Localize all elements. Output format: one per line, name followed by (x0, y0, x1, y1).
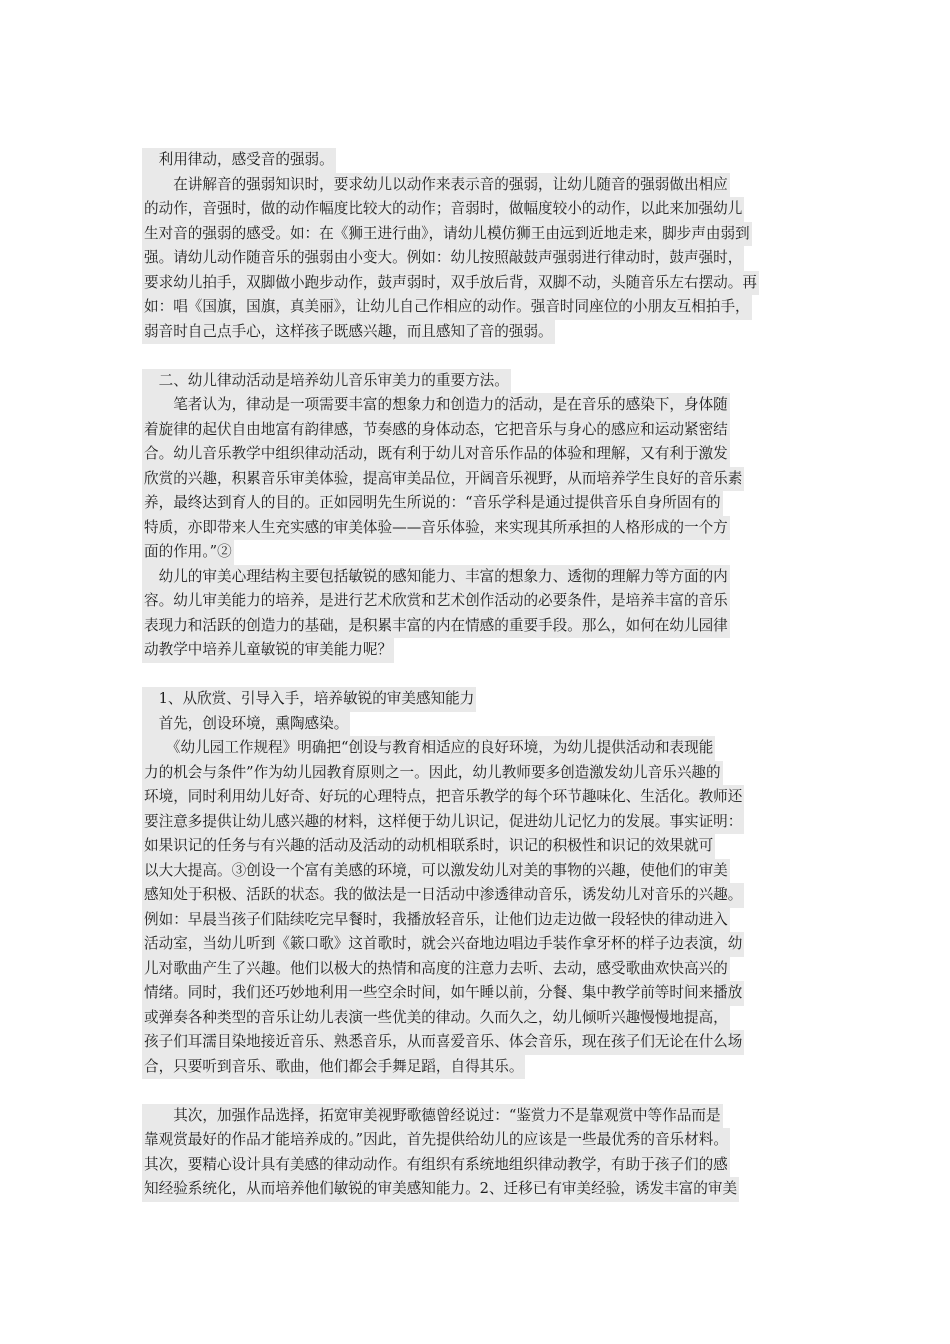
text-line-content: 表现力和活跃的创造力的基础，是积累丰富的内在情感的重要手段。那么，如何在幼儿园律 (142, 614, 730, 639)
text-line (142, 1055, 808, 1080)
text-line (142, 148, 808, 173)
text-line (142, 932, 808, 957)
text-line (142, 785, 808, 810)
text-line (142, 1006, 808, 1031)
text-line-content: 其次，要精心设计具有美感的律动动作。有组织有系统地组织律动教学，有助于孩子们的感 (142, 1153, 730, 1178)
text-line-content: 力的机会与条件”作为幼儿园教育原则之一。因此，幼儿教师要多创造激发幼儿音乐兴趣的 (142, 761, 723, 786)
text-line (142, 222, 808, 247)
text-line-content: 要注意多提供让幼儿感兴趣的材料，这样便于幼儿识记，促进幼儿记忆力的发展。事实证明： (142, 810, 744, 835)
blank-line (142, 344, 808, 369)
text-line (142, 491, 808, 516)
text-line-content: 靠观赏最好的作品才能培养成的。”因此，首先提供给幼儿的应该是一些最优秀的音乐材料。 (142, 1128, 730, 1153)
text-line-content: 笔者认为，律动是一项需要丰富的想象力和创造力的活动，是在音乐的感染下，身体随 (142, 393, 730, 418)
text-line (142, 197, 808, 222)
text-line (142, 393, 808, 418)
text-line (142, 712, 808, 737)
text-line-content: 强。请幼儿动作随音乐的强弱由小变大。例如：幼儿按照敲鼓声强弱进行律动时，鼓声强时， (142, 246, 744, 271)
text-line (142, 810, 808, 835)
text-line-content: 感知处于积极、活跃的状态。我的做法是一日活动中渗透律动音乐，诱发幼儿对音乐的兴趣。 (142, 883, 744, 908)
text-line (142, 687, 808, 712)
text-line-content: 养，最终达到育人的目的。正如园明先生所说的：“音乐学科是通过提供音乐自身所固有的 (142, 491, 723, 516)
text-line-content: 例如：早晨当孩子们陆续吃完早餐时，我播放轻音乐，让他们边走边做一段轻快的律动进入 (142, 908, 730, 933)
text-line (142, 761, 808, 786)
text-line-content: 知经验系统化，从而培养他们敏锐的审美感知能力。2、迁移已有审美经验，诱发丰富的审美 (142, 1177, 739, 1202)
text-line (142, 295, 808, 320)
text-line (142, 834, 808, 859)
text-line-content: 首先，创设环境，熏陶感染。 (142, 712, 350, 737)
text-line-content: 动教学中培养儿童敏锐的审美能力呢？ (142, 638, 394, 663)
text-line-content: 的动作，音强时，做的动作幅度比较大的动作；音弱时，做幅度较小的动作，以此来加强幼儿 (142, 197, 744, 222)
text-line-content: 儿对歌曲产生了兴趣。他们以极大的热情和高度的注意力去听、去动，感受歌曲欢快高兴的 (142, 957, 730, 982)
text-line (142, 246, 808, 271)
text-line-content: 利用律动，感受音的强弱。 (142, 148, 336, 173)
text-line (142, 271, 808, 296)
text-line-content: 《幼儿园工作规程》明确把“创设与教育相适应的良好环境，为幼儿提供活动和表现能 (142, 736, 715, 761)
text-line (142, 369, 808, 394)
text-line-content: 活动室，当幼儿听到《簌口歌》这首歌时，就会兴奋地边唱边手装作拿牙杯的样子边表演，幼 (142, 932, 744, 957)
blank-line (142, 663, 808, 688)
text-line-content: 或弹奏各种类型的音乐让幼儿表演一些优美的律动。久而久之，幼儿倾听兴趣慢慢地提高， (142, 1006, 730, 1031)
text-line (142, 981, 808, 1006)
text-line (142, 589, 808, 614)
text-line (142, 1153, 808, 1178)
text-line (142, 540, 808, 565)
text-line-content: 幼儿的审美心理结构主要包括敏锐的感知能力、丰富的想象力、透彻的理解力等方面的内 (142, 565, 730, 590)
text-line-content: 如果识记的任务与有兴趣的活动及活动的动机相联系时，识记的积极性和识记的效果就可 (142, 834, 715, 859)
text-line-content: 容。幼儿审美能力的培养，是进行艺术欣赏和艺术创作活动的必要条件，是培养丰富的音乐 (142, 589, 730, 614)
text-line (142, 1128, 808, 1153)
text-line (142, 883, 808, 908)
text-line (142, 1104, 808, 1129)
text-line (142, 614, 808, 639)
text-line-content: 弱音时自己点手心，这样孩子既感兴趣，而且感知了音的强弱。 (142, 320, 555, 345)
text-line-content: 生对音的强弱的感受。如：在《狮王进行曲》，请幼儿模仿狮王由远到近地走来，脚步声由弱到 (142, 222, 752, 247)
text-line (142, 736, 808, 761)
text-line (142, 442, 808, 467)
text-line (142, 320, 808, 345)
text-line (142, 859, 808, 884)
text-line-content: 着旋律的起伏自由地富有韵律感，节奏感的身体动态，它把音乐与身心的感应和运动紧密结 (142, 418, 730, 443)
text-line-content: 二、幼儿律动活动是培养幼儿音乐审美力的重要方法。 (142, 369, 511, 394)
text-line-content: 合。幼儿音乐教学中组织律动活动，既有利于幼儿对音乐作品的体验和理解，又有利于激发 (142, 442, 730, 467)
text-line (142, 638, 808, 663)
text-line-content: 情绪。同时，我们还巧妙地利用一些空余时间，如午睡以前，分餐、集中教学前等时间来播放 (142, 981, 744, 1006)
text-line (142, 418, 808, 443)
text-line-content: 欣赏的兴趣，积累音乐审美体验，提高审美品位，开阔音乐视野，从而培养学生良好的音乐素 (142, 467, 744, 492)
text-line (142, 957, 808, 982)
text-line (142, 467, 808, 492)
text-line-content: 以大大提高。③创设一个富有美感的环境，可以激发幼儿对美的事物的兴趣，使他们的审美 (142, 859, 730, 884)
text-line (142, 516, 808, 541)
text-line (142, 908, 808, 933)
text-line-content: 其次，加强作品选择，拓宽审美视野歌德曾经说过：“鉴赏力不是靠观赏中等作品而是 (142, 1104, 723, 1129)
text-line-content: 如：唱《国旗，国旗，真美丽》，让幼儿自己作相应的动作。强音时同座位的小朋友互相拍手， (142, 295, 752, 320)
text-line-content: 在讲解音的强弱知识时，要求幼儿以动作来表示音的强弱，让幼儿随音的强弱做出相应 (142, 173, 730, 198)
blank-line (142, 1079, 808, 1104)
text-line-content: 面的作用。”② (142, 540, 234, 565)
text-line-content: 要求幼儿拍手，双脚做小跑步动作，鼓声弱时，双手放后背，双脚不动，头随音乐左右摆动。再 (142, 271, 759, 296)
text-line-content: 特质，亦即带来人生充实感的审美体验——音乐体验，来实现其所承担的人格形成的一个方 (142, 516, 730, 541)
text-line-content: 1、从欣赏、引导入手，培养敏锐的审美感知能力 (142, 687, 476, 712)
text-line (142, 565, 808, 590)
text-line (142, 173, 808, 198)
text-line (142, 1177, 808, 1202)
text-line-content: 孩子们耳濡目染地接近音乐、熟悉音乐，从而喜爱音乐、体会音乐，现在孩子们无论在什么场 (142, 1030, 744, 1055)
text-line (142, 1030, 808, 1055)
text-line-content: 合，只要听到音乐、歌曲，他们都会手舞足蹈，自得其乐。 (142, 1055, 525, 1080)
text-line-content: 环境，同时利用幼儿好奇、好玩的心理特点，把音乐教学的每个环节趣味化、生活化。教师还 (142, 785, 744, 810)
